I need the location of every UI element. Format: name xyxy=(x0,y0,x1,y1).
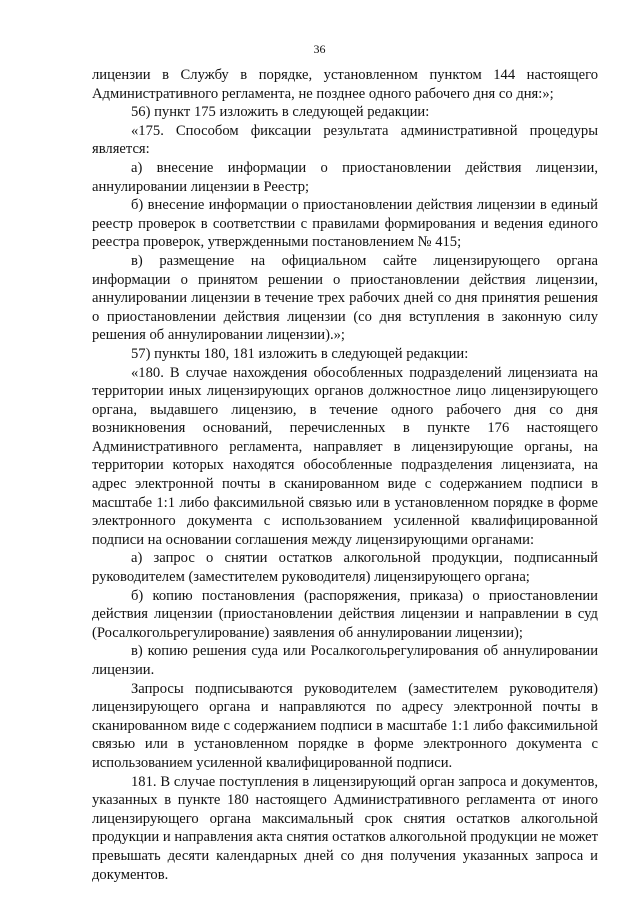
paragraph-item-56: 56) пункт 175 изложить в следующей редакции: xyxy=(131,104,430,121)
paragraph-clause-180: «180. В случае нахождения обособленных подразделений лицензиата на территории иных лицензирующих органов должностное лицо лицензирующего органа, выдавшего лицензию, в течение одного рабочего дня со дня возникновения оснований, перечисленных в пункте 176 настоящего Административного регламента, направляет в лицензирующие органы, на территории которых находятся обособленные подразделения лицензиата, на адрес электронной почты в сканированном виде с содержанием подписи в масштабе 1:1 либо факсимильной связью или в установленном порядке в форме электронного документа с использованием усиленной квалифицированной подписи на основании соглашения между лицензирующими органами: xyxy=(92,364,598,548)
paragraph-180-a: а) запрос о снятии остатков алкогольной продукции, подписанный руководителем (заместителем руководителя) лицензирующего органа; xyxy=(92,550,598,586)
paragraph-requests: Запросы подписываются руководителем (заместителем руководителя) лицензирующего органа и направляются по адресу электронной почты в сканированном виде с содержанием подписи в масштабе 1:1 либо факсимильной связью или в установленном порядке в форме электронного документа с использованием усиленной квалифицированной подписи. xyxy=(92,680,598,771)
page-number: 36 xyxy=(313,42,326,56)
paragraph-180-b: б) копию постановления (распоряжения, приказа) о приостановлении действия лицензии (приостановлении действия лицензии и направлении в суд (Росалкогольрегулирование) заявления об аннулировании лицензии); xyxy=(92,587,598,641)
document-body xyxy=(92,66,598,884)
paragraph-continuation: лицензии в Службу в порядке, установленном пунктом 144 настоящего Административного регламента, не позднее одного рабочего дня со дня:»; xyxy=(92,67,598,102)
paragraph-175-a: а) внесение информации о приостановлении действия лицензии, аннулировании лицензии в Реестр; xyxy=(92,159,598,195)
paragraph-175-b: б) внесение информации о приостановлении действия лицензии в единый реестр проверок в соответствии с правилами формирования и ведения единого реестра проверок, утвержденными постановлением № 415; xyxy=(92,197,598,251)
paragraph-clause-181: 181. В случае поступления в лицензирующий орган запроса и документов, указанных в пункте 180 настоящего Административного регламента от иного лицензирующего органа максимальный срок снятия остатков алкогольной продукции и направления акта снятия остатков алкогольной продукции не может превышать десяти календарных дней со дня получения указанных запроса и документов. xyxy=(92,773,598,883)
paragraph-175-v: в) размещение на официальном сайте лицензирующего органа информации о принятом решении о приостановлении действия лицензии, аннулировании лицензии в течение трех рабочих дней со дня принятия решения о приостановлении действия лицензии (со дня вступления в законную силу решения об аннулировании лицензии).»; xyxy=(92,252,598,344)
paragraph-item-57: 57) пункты 180, 181 изложить в следующей редакции: xyxy=(131,345,469,362)
paragraph-clause-175: «175. Способом фиксации результата административной процедуры является: xyxy=(92,122,598,158)
paragraph-180-v: в) копию решения суда или Росалкогольрегулирования об аннулировании лицензии. xyxy=(92,643,598,678)
